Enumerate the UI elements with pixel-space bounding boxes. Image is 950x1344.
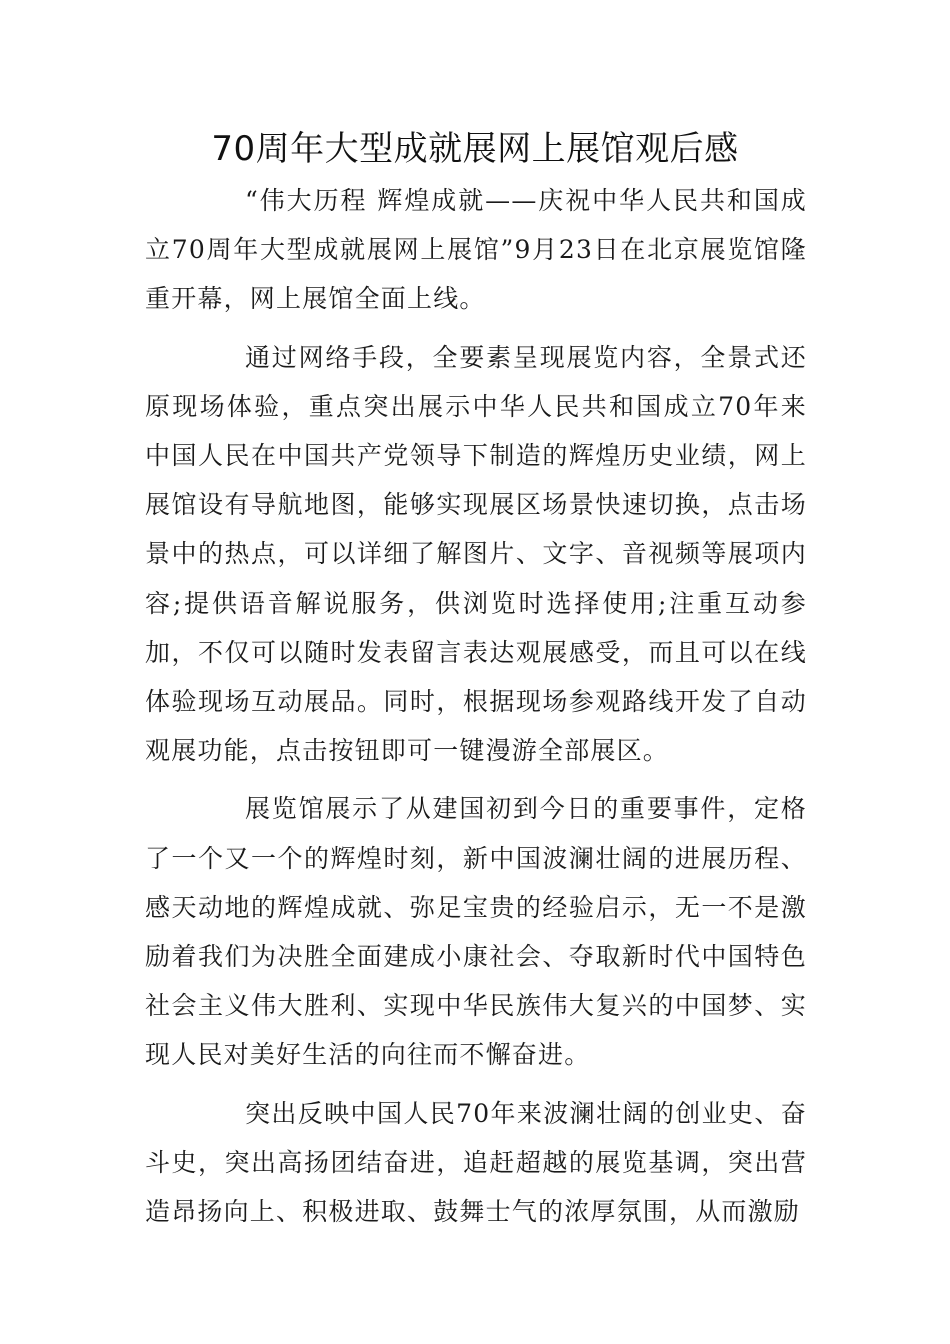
paragraph-1: “伟大历程 辉煌成就——庆祝中华人民共和国成立70周年大型成就展网上展馆”9月23日在北京展览馆隆重开幕，网上展馆全面上线。 <box>145 186 807 314</box>
document-body <box>145 176 807 1236</box>
paragraph-4: 突出反映中国人民70年来波澜壮阔的创业史、奋斗史，突出高扬团结奋进，追赶超越的展览基调，突出营造昂扬向上、积极进取、鼓舞士气的浓厚氛围，从而激励 <box>145 1098 807 1227</box>
document-title: 70周年大型成就展网上展馆观后感 <box>211 129 739 169</box>
paragraph-3: 展览馆展示了从建国初到今日的重要事件，定格了一个又一个的辉煌时刻，新中国波澜壮阔的进展历程、感天动地的辉煌成就、弥足宝贵的经验启示，无一不是激励着我们为决胜全面建成小康社会、夺取新时代中国特色社会主义伟大胜利、实现中华民族伟大复兴的中国梦、实现人民对美好生活的向往而不懈奋进。 <box>145 794 807 1070</box>
paragraph-2: 通过网络手段，全要素呈现展览内容，全景式还原现场体验，重点突出展示中华人民共和国成立70年来中国人民在中国共产党领导下制造的辉煌历史业绩，网上展馆设有导航地图，能够实现展区场景快速切换，点击场景中的热点，可以详细了解图片、文字、音视频等展项内容;提供语音解说服务，供浏览时选择使用;注重互动参加，不仅可以随时发表留言表达观展感受，而且可以在线体验现场互动展品。同时，根据现场参观路线开发了自动观展功能，点击按钮即可一键漫游全部展区。 <box>145 342 807 766</box>
